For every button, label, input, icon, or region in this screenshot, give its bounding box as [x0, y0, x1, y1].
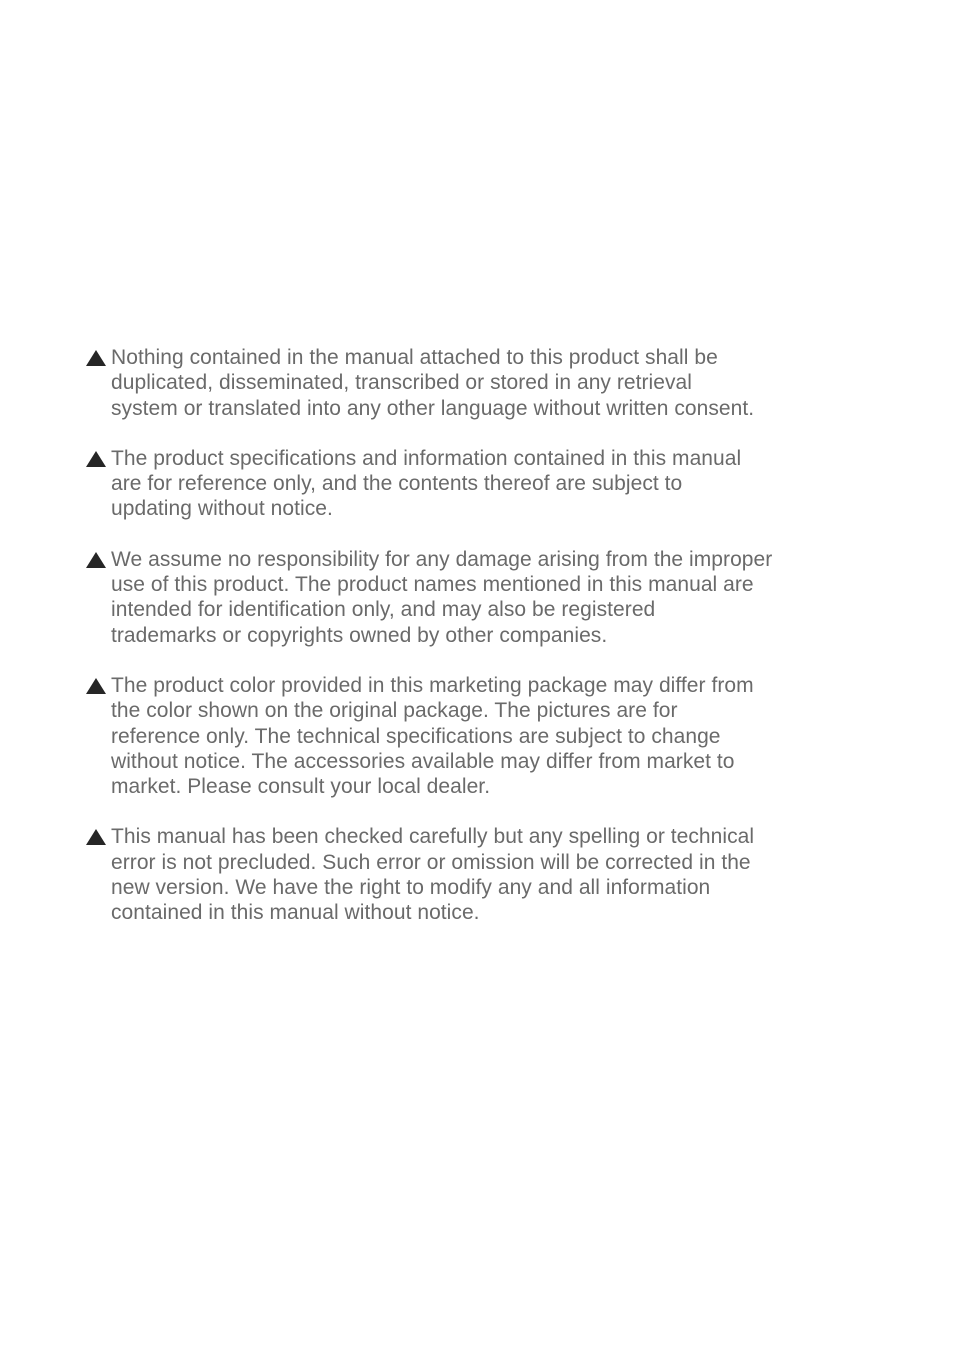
notice-line: contained in this manual without notice. [111, 901, 480, 925]
notice-line: This manual has been checked carefully but any spelling or technical [111, 825, 755, 849]
notice-list [86, 345, 906, 951]
notice-line: error is not precluded. Such error or omission will be corrected in the [111, 850, 751, 874]
notice-item [86, 345, 906, 421]
warning-triangle-icon [86, 350, 106, 366]
notice-item [86, 824, 906, 925]
notice-line: duplicated, disseminated, transcribed or stored in any retrieval [111, 371, 692, 395]
warning-triangle-icon [86, 451, 106, 467]
notice-line: are for reference only, and the contents thereof are subject to [111, 472, 683, 496]
notice-line: We assume no responsibility for any damage arising from the improper [111, 547, 773, 571]
notice-line: Nothing contained in the manual attached to this product shall be [111, 346, 718, 369]
notice-item [86, 547, 906, 648]
notice-line: new version. We have the right to modify any and all information [111, 876, 711, 900]
notice-line: updating without notice. [111, 497, 333, 521]
notice-line: The product color provided in this marketing package may differ from [111, 673, 754, 697]
notice-line: system or translated into any other language without written consent. [111, 396, 755, 420]
notice-line: the color shown on the original package. The pictures are for [111, 699, 678, 723]
warning-triangle-icon [86, 829, 106, 845]
notice-line: The product specifications and information contained in this manual [111, 446, 742, 470]
notice-line: reference only. The technical specifications are subject to change [111, 724, 721, 748]
notice-line: market. Please consult your local dealer. [111, 775, 491, 799]
warning-triangle-icon [86, 552, 106, 568]
notice-item [86, 673, 906, 799]
notice-item [86, 446, 906, 522]
notice-line: without notice. The accessories available may differ from market to [111, 749, 735, 773]
notice-line: use of this product. The product names mentioned in this manual are [111, 573, 754, 597]
notice-line: trademarks or copyrights owned by other companies. [111, 623, 608, 647]
notice-line: intended for identification only, and may also be registered [111, 598, 656, 622]
warning-triangle-icon [86, 678, 106, 694]
